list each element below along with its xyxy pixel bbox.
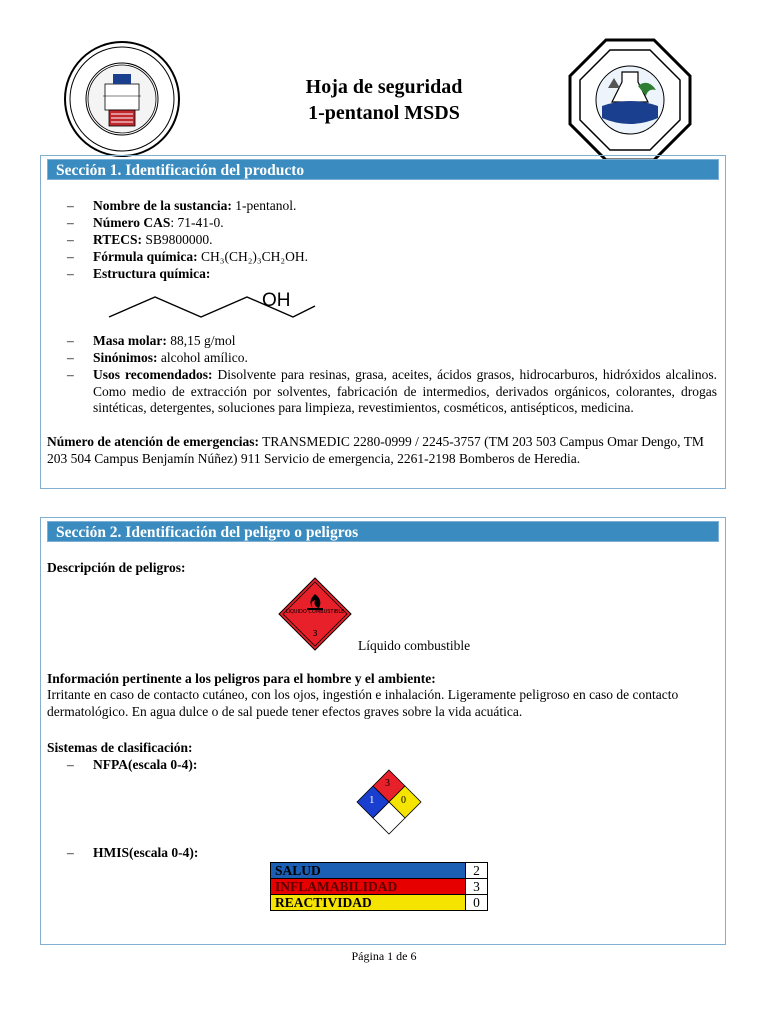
nfpa-flammability: 3 (385, 778, 390, 789)
hmis-salud-value: 2 (466, 863, 488, 879)
pictogram-caption: Líquido combustible (358, 638, 471, 653)
structure-oh-label: OH (262, 290, 291, 311)
bullet-nombre: – Nombre de la sustancia: 1-pentanol. (67, 198, 297, 213)
descripcion-label: Descripción de peligros: (47, 560, 186, 575)
hmis-salud-label: SALUD (271, 863, 466, 879)
nfpa-diamond (355, 768, 423, 836)
bullet-cas: – Número CAS: 71-41-0. (67, 215, 224, 230)
emergency-numbers: Número de atención de emergencias: TRANSMEDIC 2280-0999 / 2245-3757 (TM 203 503 Campus Omar Dengo, TM 203 504 Campus Benjamín Núñez) 911 Servicio de emergencia, 2261-2198 Bomberos de Heredia. (47, 434, 704, 466)
page-title: Hoja de seguridad (305, 76, 463, 98)
bullet-rtecs: – RTECS: SB9800000. (67, 232, 213, 247)
section-1 (40, 155, 726, 489)
hmis-reactividad-value: 0 (466, 895, 488, 911)
bullet-masa: – Masa molar: 88,15 g/mol (67, 333, 236, 348)
sistemas-label: Sistemas de clasificación: (47, 740, 193, 755)
info-label: Información pertinente a los peligros para el hombre y el ambiente: (47, 671, 436, 686)
bullet-formula: – Fórmula química: CH₃(CH₂)₃CH₂OH. (67, 249, 308, 264)
hmis-reactividad-label: REACTIVIDAD (271, 895, 466, 911)
section-2-heading: Sección 2. Identificación del peligro o peligros (47, 521, 719, 542)
nfpa-reactivity: 0 (401, 795, 406, 806)
info-text: Irritante en caso de contacto cutáneo, con los ojos, ingestión e inhalación. Ligeramente peligroso en caso de contacto dermatológico. En agua dulce o de sal puede tener efectos graves sobre la vida acuática. (47, 687, 679, 719)
hmis-row-salud (271, 863, 488, 879)
page-number: Página 1 de 6 (351, 949, 417, 963)
bullet-sinonimos: – Sinónimos: alcohol amílico. (67, 350, 248, 365)
section-2 (40, 517, 726, 945)
bullet-nfpa: – NFPA(escala 0-4): (67, 757, 198, 772)
bullet-hmis: – HMIS(escala 0-4): (67, 845, 199, 860)
hmis-inflamabilidad-label: INFLAMABILIDAD (271, 879, 466, 895)
school-of-chemistry-logo (568, 38, 692, 162)
section-1-heading: Sección 1. Identificación del producto (47, 159, 719, 180)
nfpa-health: 1 (369, 794, 375, 806)
hmis-row-reactividad (271, 895, 488, 911)
page-subtitle: 1-pentanol MSDS (308, 102, 460, 124)
combustible-liquid-pictogram (277, 576, 353, 652)
hmis-row-inflamabilidad (271, 879, 488, 895)
chemical-structure (101, 286, 341, 326)
hmis-inflamabilidad-value: 3 (466, 879, 488, 895)
bullet-estructura: – Estructura química: (67, 266, 211, 281)
university-seal-logo (63, 40, 181, 158)
pictogram-class-number: 3 (312, 629, 318, 638)
bullet-usos: – Usos recomendados: Disolvente para resinas, grasa, aceites, ácidos grasos, hidrocarburos, hidróxidos alcalinos. Como medio de extracción por solventes, fabricación de intermedios, derivados orgánicos, colorantes, drogas sintéticas, detergentes, soluciones para limpieza, revestimientos, cosméticos, antisépticos, medicina. (67, 367, 717, 415)
hmis-table (270, 862, 488, 911)
pictogram-text: LIQUIDO COMBUSTIBLE (285, 609, 345, 615)
